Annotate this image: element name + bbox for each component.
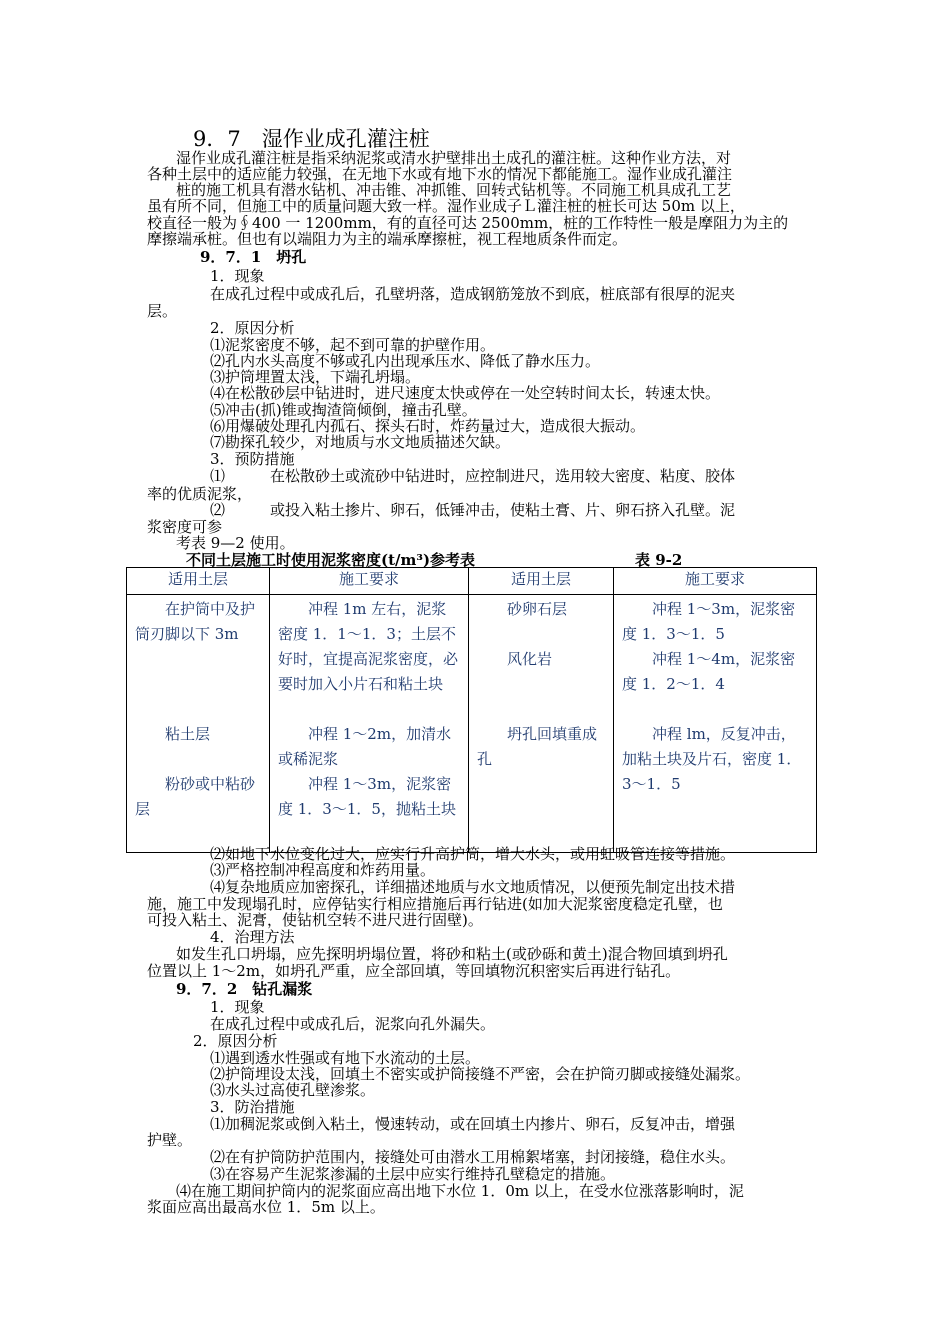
table-label: 表 9-2 <box>635 551 683 569</box>
intro-line: 湿作业成孔灌注桩是指采纳泥浆或清水护壁排出土成孔的灌注桩。这种作业方法，对 <box>176 149 732 167</box>
paragraph-line: 护壁。 <box>147 1131 193 1149</box>
table-cell: 砂卵石层 <box>507 600 568 618</box>
list-item: ⑵孔内水头高度不够或孔内出现承压水、降低了静水压力。 <box>210 352 601 370</box>
paragraph-line: 在成孔过程中或成孔后，孔壁坍落，造成钢筋笼放不到底，桩底部有很厚的泥夹 <box>210 285 736 303</box>
list-item: ⑴遇到透水性强或有地下水流动的土层。 <box>210 1049 481 1067</box>
paragraph-line: ⑷复杂地质应加密探孔，详细描述地质与水文地质情况，以便预先制定出技术措 <box>210 878 736 896</box>
paragraph-line: 浆面应高出最高水位 1．5m 以上。 <box>147 1198 385 1216</box>
paragraph-line: ⑵如地下水位变化过大，应实行升高护筒，增大水头，或用虹吸管连接等措施。 <box>210 845 736 863</box>
item-heading: 1．现象 <box>210 267 265 285</box>
list-item: ⑴泥浆密度不够，起不到可靠的护壁作用。 <box>210 336 496 354</box>
table-cell: 在护筒中及护筒刃脚以下 3m <box>135 600 256 643</box>
list-item: ⑹用爆破处理孔内孤石、探头石时，炸药量过大，造成很大振动。 <box>210 417 646 435</box>
intro-line: 各种土层中的适应能力较强，在无地下水或有地下水的情况下都能施工。湿作业成孔灌注 <box>147 165 733 183</box>
item-heading: 2．原因分析 <box>193 1032 278 1050</box>
list-item: ⑵护筒埋设太浅，回填土不密实或护筒接缝不严密，会在护筒刃脚或接缝处漏浆。 <box>210 1065 751 1083</box>
paragraph-line: 浆密度可参 <box>147 518 223 536</box>
table-caption: 不同土层施工时使用泥浆密度(t/m³)参考表 <box>186 551 476 569</box>
table-header: 施工要求 <box>614 568 817 595</box>
subsection-heading: 9．7．1 坍孔 <box>200 248 307 266</box>
paragraph-line: ⑴加稠泥浆或倒入粘土，慢速转动，或在回填土内掺片、卵石，反复冲击，增强 <box>210 1115 736 1133</box>
table-header: 适用土层 <box>469 568 614 595</box>
paragraph-line: ⑵ 或投入粘土掺片、卵石，低锤冲击，使粘土膏、片、卵石挤入孔壁。泥 <box>210 501 736 519</box>
paragraph-line: ⑶严格控制冲程高度和炸药用量。 <box>210 861 436 879</box>
list-item: ⑷在松散砂层中钻进时，进尺速度太快或停在一处空转时间太长，转速太快。 <box>210 384 721 402</box>
item-heading: 3．防治措施 <box>210 1098 295 1116</box>
table-cell: 冲程 lm，反复冲击，加粘土块及片石，密度 1．3～1．5 <box>622 725 802 793</box>
table-cell: 坍孔回填重成孔 <box>477 725 598 768</box>
list-item: ⑶护筒埋置太浅，下端孔坍塌。 <box>210 368 421 386</box>
paragraph-line: ⑶在容易产生泥浆渗漏的土层中应实行维持孔壁稳定的措施。 <box>210 1165 616 1183</box>
intro-line: 虽有所不同，但施工中的质量问题大致一样。湿作业成子Ｌ灌注桩的桩长可达 50m 以上， <box>147 197 745 215</box>
paragraph-line: ⑴ 在松散砂土或流砂中钻进时，应控制进尺，选用较大密度、粘度、胶体 <box>210 467 736 485</box>
list-item: ⑸冲击(抓)锥或掏渣筒倾倒，撞击孔壁。 <box>210 401 477 419</box>
section-title: 9．7 湿作业成孔灌注桩 <box>193 127 430 151</box>
paragraph-line: 位置以上 1～2m，如坍孔严重，应全部回填，等回填物沉积密实后再进行钻孔。 <box>147 962 681 980</box>
table-cell-layers <box>469 595 614 853</box>
table-row <box>127 595 817 853</box>
paragraph-line: 考表 9—2 使用。 <box>176 534 295 552</box>
paragraph-line: 层。 <box>147 302 178 320</box>
table-cell: 冲程 1～4m，泥浆密度 1．2～1．4 <box>622 650 796 693</box>
list-item: ⑶水头过高使孔壁渗浆。 <box>210 1081 376 1099</box>
table-cell-layers <box>127 595 270 853</box>
item-heading: 3．预防措施 <box>210 450 295 468</box>
list-item: ⑺勘探孔较少，对地质与水文地质描述欠缺。 <box>210 433 511 451</box>
item-heading: 4．治理方法 <box>210 928 295 946</box>
paragraph-line: 率的优质泥浆， <box>147 485 253 503</box>
table-cell: 粉砂或中粘砂层 <box>135 775 256 818</box>
paragraph-line: ⑵在有护筒防护范围内，接缝处可由潜水工用棉絮堵塞，封闭接缝，稳住水头。 <box>210 1148 736 1166</box>
table-cell: 粘土层 <box>165 725 211 743</box>
table-cell: 风化岩 <box>507 650 553 668</box>
paragraph-line: ⑷在施工期间护筒内的泥浆面应高出地下水位 1．0m 以上，在受水位涨落影响时，泥 <box>176 1182 744 1200</box>
table-cell-requirements <box>614 595 817 853</box>
item-heading: 1．现象 <box>210 998 265 1016</box>
table-cell: 冲程 1～3m，泥浆密度 1．3～1．5，抛粘土块 <box>278 775 456 818</box>
paragraph-line: 施，施工中发现塌孔时，应停钻实行相应措施后再行钻进(如加大泥浆密度稳定孔壁，也 <box>147 895 723 913</box>
table-cell-requirements <box>270 595 469 853</box>
table-header: 适用土层 <box>127 568 270 595</box>
mud-density-table <box>126 567 817 853</box>
table-cell: 冲程 1～3m，泥浆密度 1．3～1．5 <box>622 600 796 643</box>
table-cell: 冲程 1～2m，加清水或稀泥浆 <box>278 725 452 768</box>
intro-line: 摩擦端承桩。但也有以端阻力为主的端承摩擦桩，视工程地质条件而定。 <box>147 230 628 248</box>
paragraph-line: 可投入粘土、泥膏，使钻机空转不进尺进行固壁)。 <box>147 911 483 929</box>
paragraph-line: 如发生孔口坍塌，应先探明坍塌位置，将砂和粘土(或砂砾和黄土)混合物回填到坍孔 <box>176 945 728 963</box>
subsection-heading: 9．7．2 钻孔漏浆 <box>176 980 313 998</box>
item-heading: 2．原因分析 <box>210 319 295 337</box>
table-cell: 冲程 1m 左右，泥浆密度 1．1～1．3；土层不好时，宜提高泥浆密度，必要时加入小片石和粘土块 <box>278 600 459 693</box>
intro-line: 校直径一般为∮400 一 1200mm，有的直径可达 2500mm，桩的工作特性一般是摩阻力为主的 <box>147 214 789 232</box>
paragraph-line: 在成孔过程中或成孔后，泥浆向孔外漏失。 <box>210 1015 496 1033</box>
table-header: 施工要求 <box>270 568 469 595</box>
table-header-row <box>127 568 817 595</box>
intro-line: 桩的施工机具有潜水钻机、冲击锥、冲抓锥、回转式钻机等。不同施工机具成孔工艺 <box>176 181 732 199</box>
